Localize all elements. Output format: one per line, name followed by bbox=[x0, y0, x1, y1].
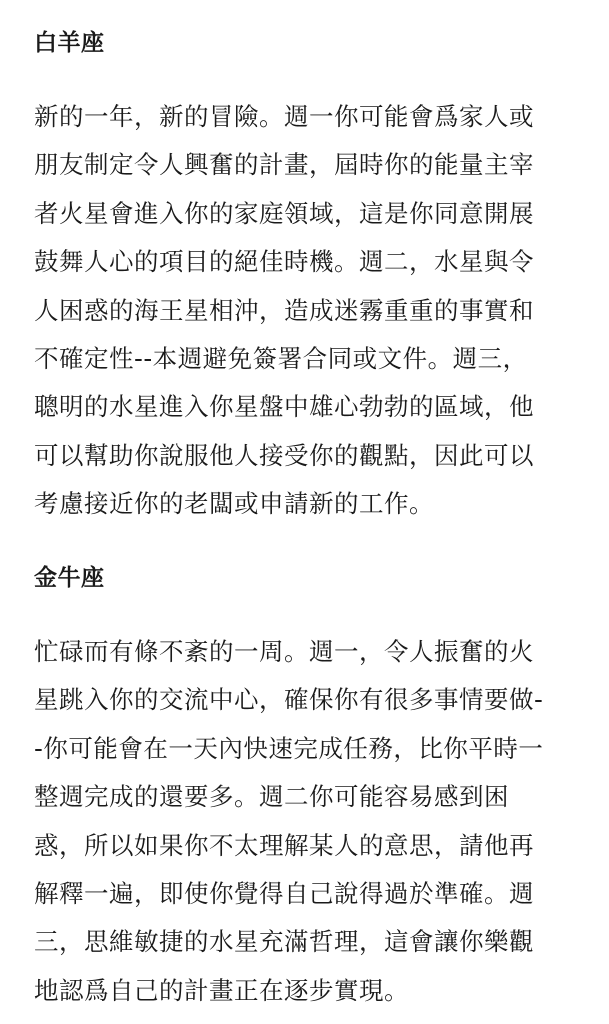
text-line: 人困惑的海王星相沖，造成迷霧重重的事實和 bbox=[34, 295, 534, 325]
text-line: 地認爲自己的計畫正在逐步實現。 bbox=[34, 975, 409, 1005]
text-line: 三，思維敏捷的水星充滿哲理，這會讓你樂觀 bbox=[34, 927, 534, 957]
text-line: 考慮接近你的老闆或申請新的工作。 bbox=[34, 489, 434, 519]
text-line: 聰明的水星進入你星盤中雄心勃勃的區域，他 bbox=[34, 392, 534, 422]
text-line: -你可能會在一天內快速完成任務，比你平時一 bbox=[34, 733, 544, 763]
text-line: 者火星會進入你的家庭領域，這是你同意開展 bbox=[34, 198, 534, 228]
text-line: 整週完成的還要多。週二你可能容易感到困 bbox=[34, 782, 509, 812]
text-line: 解釋一遍，即使你覺得自己說得過於準確。週 bbox=[34, 878, 534, 908]
text-line: 惑，所以如果你不太理解某人的意思，請他再 bbox=[34, 830, 534, 860]
text-line: 不確定性--本週避免簽署合同或文件。週三， bbox=[34, 343, 528, 373]
text-line: 忙碌而有條不紊的一周。週一，令人振奮的火 bbox=[34, 637, 534, 666]
text-line: 鼓舞人心的項目的絕佳時機。週二，水星與令 bbox=[34, 247, 534, 277]
section-title-aries: 白羊座 bbox=[34, 30, 105, 56]
text-line: 新的一年，新的冒險。週一你可能會爲家人或 bbox=[34, 102, 534, 131]
section-title-taurus: 金牛座 bbox=[34, 565, 105, 591]
text-line: 朋友制定令人興奮的計畫，屆時你的能量主宰 bbox=[34, 150, 534, 180]
text-line: 星跳入你的交流中心，確保你有很多事情要做- bbox=[34, 685, 544, 715]
text-line: 可以幫助你說服他人接受你的觀點，因此可以 bbox=[34, 440, 534, 470]
paragraph-taurus bbox=[34, 628, 582, 1015]
paragraph-aries bbox=[34, 93, 582, 529]
